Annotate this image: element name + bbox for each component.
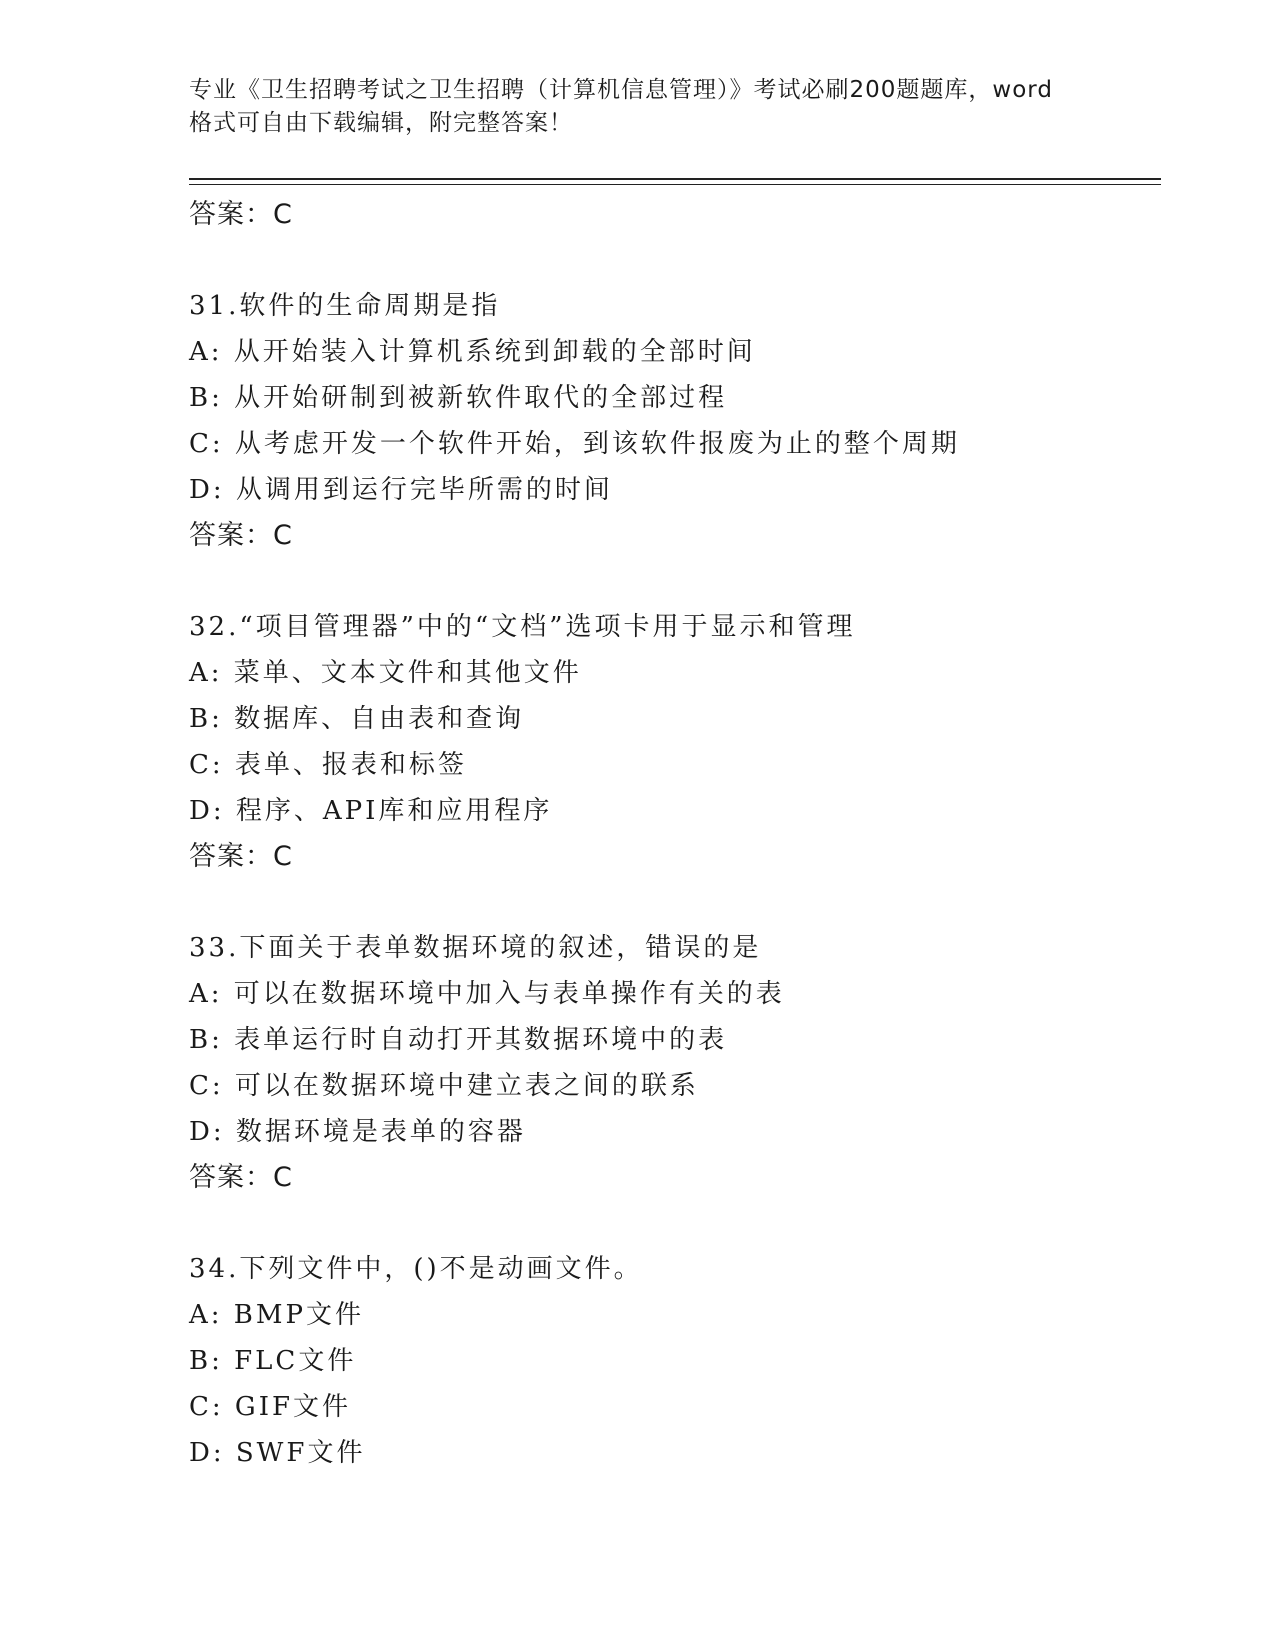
- question-stem: 31.软件的生命周期是指: [189, 291, 501, 321]
- option-a: A: BMP文件: [189, 1300, 365, 1330]
- option-b: B: 表单运行时自动打开其数据环境中的表: [189, 1025, 728, 1055]
- option-c: C: 可以在数据环境中建立表之间的联系: [189, 1071, 699, 1101]
- header-divider-thin: [189, 184, 1161, 185]
- question-34: [189, 1246, 1169, 1476]
- header-line-2: 格式可自由下载编辑，附完整答案！: [189, 110, 573, 136]
- option-d: D: 程序、API库和应用程序: [189, 796, 553, 826]
- option-d: D: 从调用到运行完毕所需的时间: [189, 475, 613, 505]
- option-b: B: FLC文件: [189, 1346, 357, 1376]
- option-c: C: 表单、报表和标签: [189, 750, 467, 780]
- answer: 答案：C: [189, 520, 293, 551]
- question-stem: 34.下列文件中，()不是动画文件。: [189, 1254, 643, 1284]
- answer: 答案：C: [189, 841, 293, 872]
- question-stem: 32.“项目管理器”中的“文档”选项卡用于显示和管理: [189, 612, 856, 642]
- question-list: [189, 192, 1169, 1476]
- option-c: C: GIF文件: [189, 1392, 351, 1422]
- option-a: A: 可以在数据环境中加入与表单操作有关的表: [189, 979, 785, 1009]
- header-divider-thick: [189, 178, 1161, 180]
- question-stem: 33.下面关于表单数据环境的叙述，错误的是: [189, 933, 762, 963]
- question-33: [189, 925, 1169, 1201]
- option-a: A: 从开始装入计算机系统到卸载的全部时间: [189, 337, 756, 367]
- answer: 答案：C: [189, 1162, 293, 1193]
- option-b: B: 从开始研制到被新软件取代的全部过程: [189, 383, 728, 413]
- question-32: [189, 604, 1169, 880]
- option-d: D: 数据环境是表单的容器: [189, 1117, 526, 1147]
- option-d: D: SWF文件: [189, 1438, 366, 1468]
- option-b: B: 数据库、自由表和查询: [189, 704, 525, 734]
- document-header: [189, 74, 1149, 140]
- header-line-1: 专业《卫生招聘考试之卫生招聘（计算机信息管理）》考试必刷200题题库，word: [189, 77, 1053, 103]
- question-31: [189, 283, 1169, 559]
- option-c: C: 从考虑开发一个软件开始，到该软件报废为止的整个周期: [189, 429, 960, 459]
- previous-answer: 答案：C: [189, 199, 293, 230]
- option-a: A: 菜单、文本文件和其他文件: [189, 658, 582, 688]
